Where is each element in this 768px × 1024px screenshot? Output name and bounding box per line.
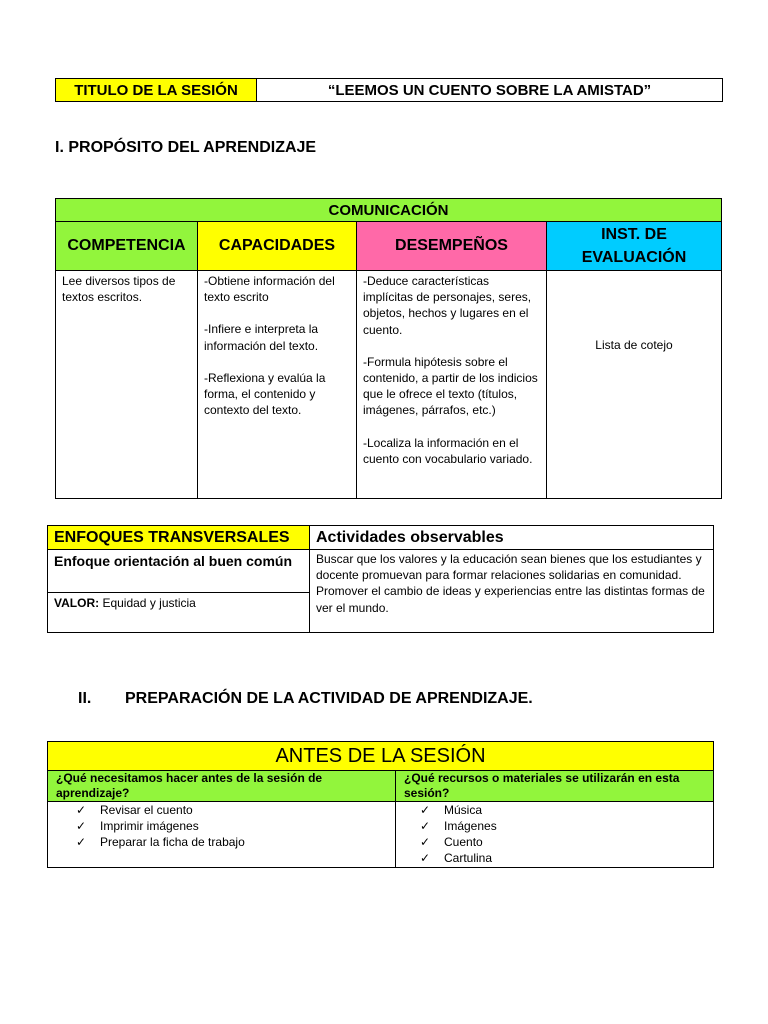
actividad-item: Buscar que los valores y la educación sean bienes que los estudiantes y docente promuevan para formar relaciones solidarias en comunidad. xyxy=(316,552,702,583)
desempeno-item: -Localiza la información en el cuento con vocabulario variado. xyxy=(363,435,533,466)
list-item xyxy=(76,802,387,818)
check-icon: ✓ xyxy=(76,819,87,833)
valor-line xyxy=(48,593,309,613)
capacidad-item: -Infiere e interpreta la información del texto. xyxy=(204,322,319,353)
enfoques-header: ENFOQUES TRANSVERSALES xyxy=(48,526,310,550)
comunicacion-title: COMUNICACIÓN xyxy=(56,199,722,222)
desempeno-item: -Formula hipótesis sobre el contenido, a partir de los indicios que le ofrece el texto (títulos, imágenes, párrafos, etc.) xyxy=(363,354,538,418)
session-title-table xyxy=(55,78,723,102)
capacidades-cell xyxy=(198,271,357,499)
task-label: Revisar el cuento xyxy=(100,803,193,817)
enfoque-cell xyxy=(48,550,310,633)
question-left: ¿Qué necesitamos hacer antes de la sesión de aprendizaje? xyxy=(48,771,396,802)
comunicacion-table xyxy=(55,198,722,499)
list-item xyxy=(420,802,705,818)
valor-text: Equidad y justicia xyxy=(99,596,196,610)
resources-list xyxy=(420,802,705,866)
check-icon: ✓ xyxy=(420,835,431,849)
check-icon: ✓ xyxy=(420,803,431,817)
resources-cell xyxy=(396,802,714,868)
list-item xyxy=(420,834,705,850)
tasks-cell xyxy=(48,802,396,868)
list-item xyxy=(420,850,705,866)
actividad-item: Promover el cambio de ideas y experiencias entre las distintas formas de ver el mundo. xyxy=(316,584,705,615)
resource-label: Imágenes xyxy=(444,819,497,833)
antes-title: ANTES DE LA SESIÓN xyxy=(48,742,714,771)
resource-label: Cartulina xyxy=(444,851,493,865)
valor-label: VALOR: xyxy=(54,596,100,610)
section-2-heading: PREPARACIÓN DE LA ACTIVIDAD DE APRENDIZAJE. xyxy=(125,690,533,707)
header-competencia: COMPETENCIA xyxy=(56,222,198,271)
capacidad-item: -Obtiene información del texto escrito xyxy=(204,274,335,305)
check-icon: ✓ xyxy=(76,803,87,817)
header-desempenos: DESEMPEÑOS xyxy=(357,222,547,271)
capacidad-item: -Reflexiona y evalúa la forma, el contenido y contexto del texto. xyxy=(204,370,326,418)
competencia-cell xyxy=(56,271,198,499)
section-2-number: II. xyxy=(78,690,92,707)
competencia-text: Lee diversos tipos de textos escritos. xyxy=(62,274,176,305)
tasks-list xyxy=(76,802,387,850)
header-capacidades: CAPACIDADES xyxy=(198,222,357,271)
task-label: Preparar la ficha de trabajo xyxy=(100,835,245,849)
resource-label: Música xyxy=(444,803,483,817)
list-item xyxy=(76,834,387,850)
session-title-label: TITULO DE LA SESIÓN xyxy=(56,79,257,102)
header-instrumento: INST. DE EVALUACIÓN xyxy=(547,222,722,271)
session-title-value: “LEEMOS UN CUENTO SOBRE LA AMISTAD” xyxy=(257,79,723,102)
instrumento-cell xyxy=(547,271,722,499)
desempeno-item: -Deduce características implícitas de personajes, seres, objetos, hechos y lugares en el cuento. xyxy=(363,274,532,337)
list-item xyxy=(420,818,705,834)
actividades-header: Actividades observables xyxy=(310,526,714,550)
question-right: ¿Qué recursos o materiales se utilizarán en esta sesión? xyxy=(396,771,714,802)
enfoque-name: Enfoque orientación al buen común xyxy=(48,550,309,593)
list-item xyxy=(76,818,387,834)
check-icon: ✓ xyxy=(420,851,431,865)
check-icon: ✓ xyxy=(76,835,87,849)
desempenos-cell xyxy=(357,271,547,499)
resource-label: Cuento xyxy=(444,835,483,849)
antes-table xyxy=(47,741,714,868)
section-1-heading: I. PROPÓSITO DEL APRENDIZAJE xyxy=(55,139,317,156)
task-label: Imprimir imágenes xyxy=(100,819,199,833)
enfoques-table xyxy=(47,525,714,633)
check-icon: ✓ xyxy=(420,819,431,833)
instrumento-text: Lista de cotejo xyxy=(595,338,673,353)
actividades-cell xyxy=(310,550,714,633)
